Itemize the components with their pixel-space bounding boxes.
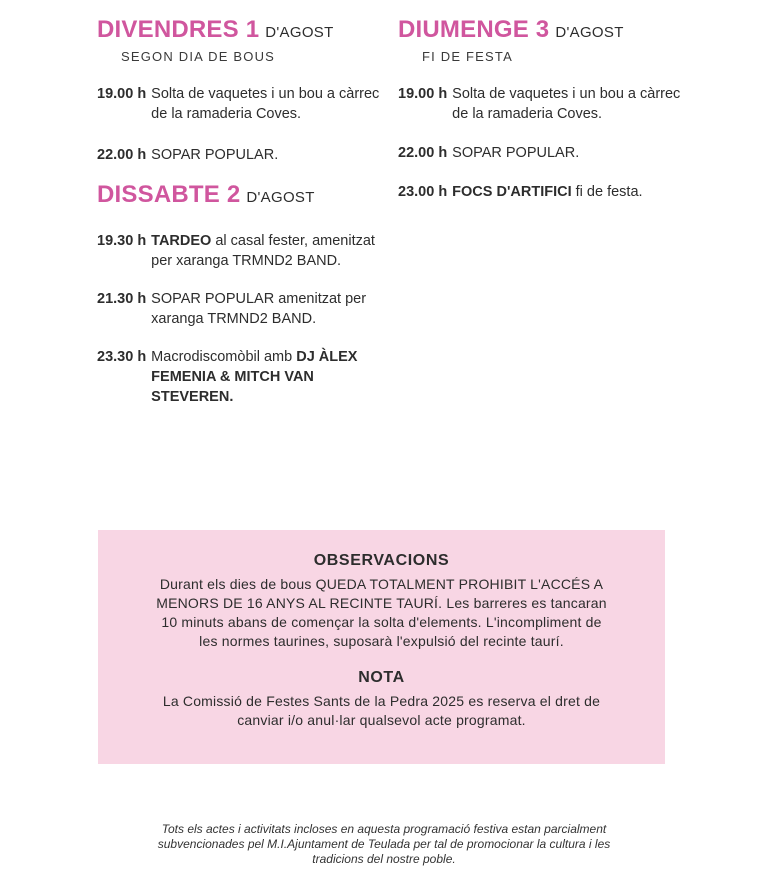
event-item xyxy=(398,143,698,163)
observations-body xyxy=(98,575,665,651)
day-subtitle: FI DE FESTA xyxy=(422,49,513,64)
day-month: D'AGOST xyxy=(555,24,624,41)
note-line: La Comissió de Festes Sants de la Pedra 2025 es reserva el dret de xyxy=(162,693,601,709)
footer-line: Tots els actes i activitats incloses en aquesta programació festiva estan parcialment xyxy=(161,822,607,836)
event-desc: fi de festa. xyxy=(571,184,643,200)
event-time: 23.00 h xyxy=(398,184,448,200)
event-desc: Macrodiscomòbil amb xyxy=(151,349,297,365)
day-month: D'AGOST xyxy=(246,189,315,206)
day-sunday xyxy=(398,18,698,202)
day-month: D'AGOST xyxy=(265,24,334,41)
event-desc: Solta de vaquetes i un bou a càrrec de la ramaderia Coves. xyxy=(452,86,681,122)
observations-line: MENORS DE 16 ANYS AL RECINTE TAURÍ. Les barreres es tancaran xyxy=(156,595,607,611)
event-time: 19.30 h xyxy=(97,233,147,249)
day-title: DIVENDRES 1 xyxy=(97,16,260,43)
observations-line: 10 minuts abans de començar la solta d'elements. L'incompliment de xyxy=(161,614,602,630)
day-title: DIUMENGE 3 xyxy=(398,16,550,43)
event-time: 21.30 h xyxy=(97,291,147,307)
day-subtitle: SEGON DIA DE BOUS xyxy=(121,49,276,64)
event-highlight: DJ ÀLEX FEMENIA & MITCH VAN STEVEREN. xyxy=(151,349,358,405)
event-highlight: FOCS D'ARTIFICI xyxy=(452,184,572,200)
left-column xyxy=(97,18,387,407)
event-desc: SOPAR POPULAR amenitzat per xaranga TRMND2 BAND. xyxy=(151,291,367,327)
observations-title: OBSERVACIONS xyxy=(313,552,450,569)
event-item xyxy=(97,145,387,165)
observations-line: les normes taurines, suposarà l'expulsió del recinte taurí. xyxy=(199,633,564,649)
right-column xyxy=(398,18,698,202)
event-time: 23.30 h xyxy=(97,349,147,365)
note-line: canviar i/o anul·lar qualsevol acte programat. xyxy=(237,712,526,728)
info-box xyxy=(98,530,665,764)
footer-line: subvencionades pel M.I.Ajuntament de Teulada per tal de promocionar la cultura i les xyxy=(157,837,611,851)
event-desc: al casal fester, amenitzat per xaranga TRMND2 BAND. xyxy=(151,233,375,269)
event-item xyxy=(398,182,698,202)
event-desc: Solta de vaquetes i un bou a càrrec de la ramaderia Coves. xyxy=(151,86,380,122)
observations-line: Durant els dies de bous QUEDA TOTALMENT PROHIBIT L'ACCÉS A xyxy=(159,576,604,592)
event-item xyxy=(97,289,387,329)
day-friday xyxy=(97,18,387,165)
note-body xyxy=(98,692,665,730)
event-time: 19.00 h xyxy=(97,86,147,102)
event-item xyxy=(97,231,387,271)
event-item xyxy=(97,84,387,124)
day-title: DISSABTE 2 xyxy=(97,181,241,208)
footer-disclaimer xyxy=(108,822,660,867)
event-time: 19.00 h xyxy=(398,86,448,102)
event-time: 22.00 h xyxy=(97,147,147,163)
event-item xyxy=(97,347,387,407)
event-time: 22.00 h xyxy=(398,145,448,161)
event-item xyxy=(398,84,698,124)
note-title: NOTA xyxy=(358,669,405,686)
event-highlight: TARDEO xyxy=(151,233,212,249)
day-saturday xyxy=(97,183,387,407)
footer-line: tradicions del nostre poble. xyxy=(312,852,456,866)
event-desc: SOPAR POPULAR. xyxy=(452,145,580,161)
event-desc: SOPAR POPULAR. xyxy=(151,147,279,163)
